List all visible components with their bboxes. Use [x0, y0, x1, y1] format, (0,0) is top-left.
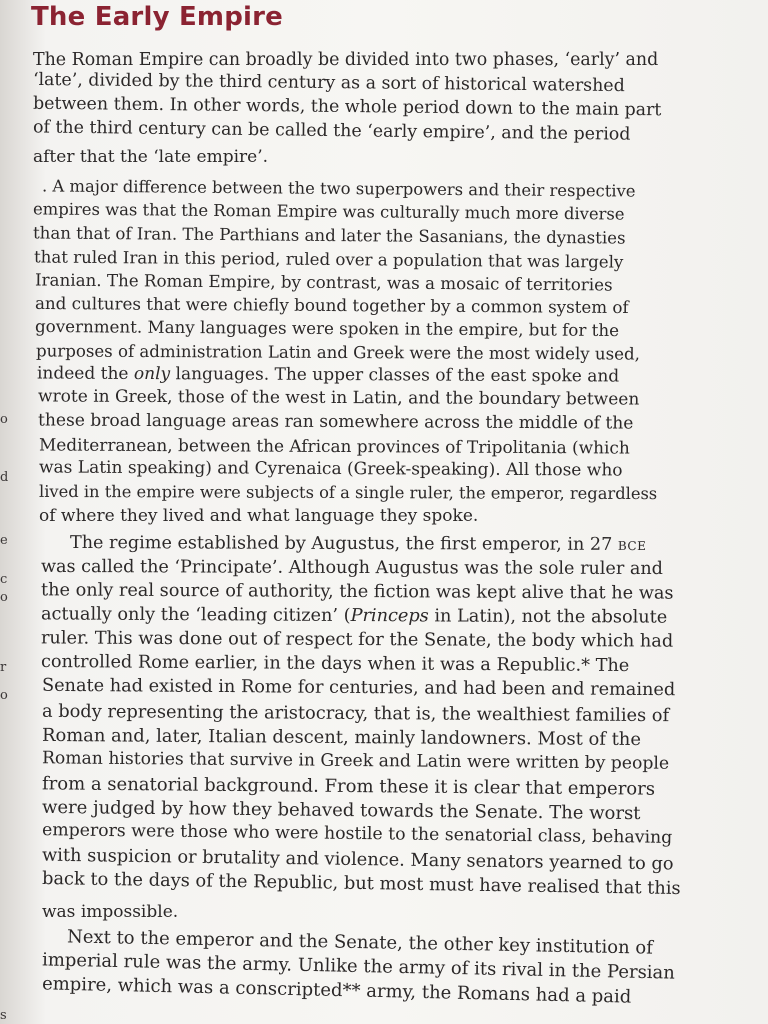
era-abbreviation: BCE: [617, 538, 647, 554]
text-line: [70, 533, 646, 557]
text-line: Roman and, later, Italian descent, mainly landowners. Most of the: [41, 724, 642, 751]
text-line: from a senatorial background. From these it is clear that emperors: [41, 773, 656, 800]
text-line: imperial rule was the army. Unlike the army of its rival in the Persian: [41, 949, 676, 984]
text-line: than that of Iran. The Parthians and later the Sasanians, the dynasties: [32, 223, 626, 248]
text-fragment: actually only the ‘leading citizen’ (: [40, 604, 351, 626]
text-line: [41, 604, 667, 628]
text-line: Roman histories that survive in Greek and Latin were written by people: [41, 748, 670, 774]
text-line: empire, which was a conscripted** army, the Romans had a paid: [41, 973, 632, 1008]
text-line: a body representing the aristocracy, that is, the wealthiest families of: [41, 700, 670, 727]
margin-char: r: [0, 660, 7, 675]
text-line: Next to the emperor and the Senate, the other key institution of: [66, 926, 654, 959]
text-line: lived in the empire were subjects of a single ruler, the emperor, regardless: [38, 481, 658, 504]
text-fragment: indeed the: [36, 363, 134, 384]
text-line: after that the ‘late empire’.: [33, 147, 269, 167]
text-line: The Roman Empire can broadly be divided into two phases, ‘early’ and: [33, 50, 659, 70]
text-line: with suspicion or brutality and violence. Many senators yearned to go: [41, 844, 674, 875]
text-fragment: The regime established by Augustus, the first emperor, in 27: [69, 532, 618, 555]
margin-char: e: [0, 533, 8, 548]
text-line: Mediterranean, between the African provinces of Tripolitania (which: [38, 434, 630, 458]
text-line: were judged by how they behaved towards the Senate. The worst: [41, 796, 641, 825]
margin-char: o: [0, 688, 8, 703]
emphasis-only: only: [133, 363, 171, 385]
text-line: these broad language areas ran somewhere across the middle of the: [37, 410, 634, 434]
text-line: Senate had existed in Rome for centuries, and had been and remained: [41, 675, 676, 701]
text-fragment: languages. The upper classes of the east spoke and: [170, 364, 620, 387]
text-line: the only real source of authority, the fiction was kept alive that he was: [40, 580, 674, 604]
text-line: Iranian. The Roman Empire, by contrast, was a mosaic of territories: [34, 269, 613, 295]
text-line: purposes of administration Latin and Greek were the most widely used,: [35, 341, 640, 364]
text-line: . A major difference between the two superpowers and their respective: [41, 176, 636, 201]
text-line: empires was that the Roman Empire was culturally much more diverse: [32, 199, 625, 224]
text-line: of where they lived and what language they spoke.: [39, 506, 479, 526]
margin-char: d: [0, 470, 9, 485]
text-line: government. Many languages were spoken in the empire, but for the: [34, 315, 620, 341]
margin-char: o: [0, 590, 8, 605]
margin-char: o: [0, 412, 8, 427]
text-line: was impossible.: [42, 902, 179, 922]
text-line: emperors were those who were hostile to the senatorial class, behaving: [41, 820, 673, 848]
text-line: [37, 363, 619, 387]
text-line: was Latin speaking) and Cyrenaica (Greek-speaking). All those who: [38, 457, 623, 481]
emphasis-princeps: Princeps: [350, 605, 429, 627]
margin-char: s: [0, 1008, 7, 1023]
text-line: was called the ‘Principate’. Although Augustus was the sole ruler and: [40, 556, 663, 580]
text-line: between them. In other words, the whole period down to the main part: [32, 93, 662, 121]
text-line: wrote in Greek, those of the west in Latin, and the boundary between: [37, 386, 640, 410]
section-heading: The Early Empire: [31, 2, 284, 32]
text-line: ruler. This was done out of respect for the Senate, the body which had: [40, 628, 674, 652]
text-line: that ruled Iran in this period, ruled over a population that was largely: [33, 247, 624, 272]
text-fragment: in Latin), not the absolute: [428, 606, 668, 628]
text-line: and cultures that were chiefly bound together by a common system of: [34, 292, 629, 318]
text-line: back to the days of the Republic, but most must have realised that this: [41, 867, 681, 900]
text-line: of the third century can be called the ‘early empire’, and the period: [32, 117, 631, 145]
text-line: ‘late’, divided by the third century as a sort of historical watershed: [32, 69, 625, 97]
margin-char: c: [0, 572, 8, 587]
text-line: controlled Rome earlier, in the days when it was a Republic.* The: [40, 651, 630, 677]
